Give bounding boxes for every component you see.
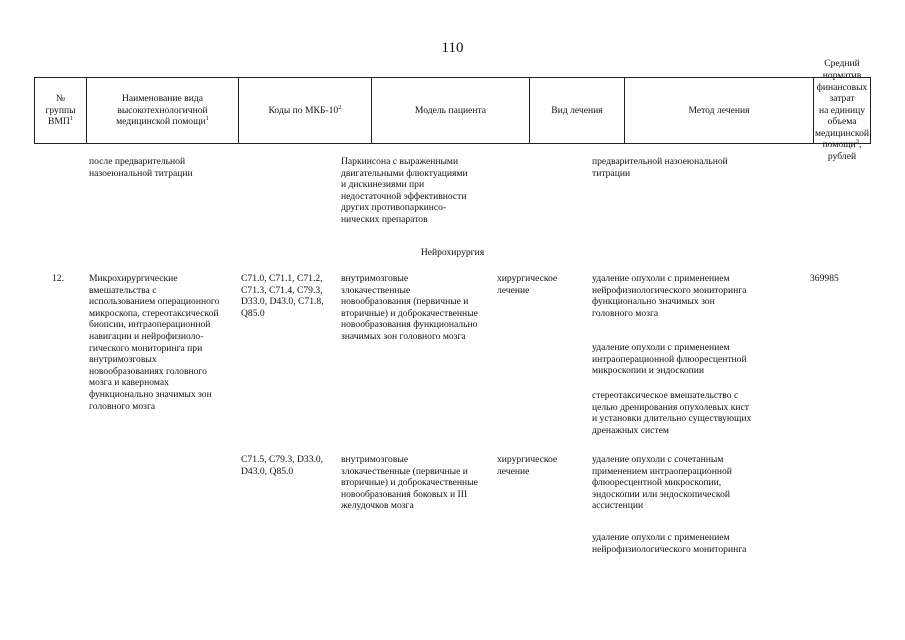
patient-model: внутримозговые злокачественные новообразования (первичные и вторичные) и доброкачественные новообразования функционально значимых зон головного мозга [341,273,478,342]
header-treatment-method [624,78,813,143]
treatment-type: хирургическое лечение [497,273,558,296]
header-cost-standard [813,58,871,163]
header-group-number-text: № группы ВМП [45,93,76,128]
header-patient-model-text: Модель пациента [414,104,487,116]
header-care-type-text: Наименование вида высокотехнологичной медицинской помощи [116,93,208,128]
icd-codes: C71.5, C79.3, D33.0, D43.0, Q85.0 [241,454,324,477]
treatment-method: удаление опухоли с сочетанным применением интраоперационной флюоресцентной микроскопии, эндоскопии или эндоскопической ассистенции [592,454,732,512]
header-group-number [34,78,86,143]
section-title: Нейрохирургия [420,247,485,258]
footnote-mark: 2 [338,103,342,111]
header-cost-text-b: , рублей [827,139,862,163]
treatment-method: стереотаксическое вмешательство с целью дренирования опухолевых кист и установки длительно существующих дренажных систем [592,390,752,436]
footnote-mark: 1 [69,115,74,123]
care-type-name: Микрохирургические вмешательства с использованием операционного микроскопа, стереотаксической биопсии, интраоперационной навигации и нейрофизиоло- гического мониторинга при внутримозговых новообразованиях головного мозга и каверномах функционально значимых зон головного мозга [89,273,220,412]
continuation-patient-model: Паркинсона с выраженными двигательными флюктуациями и дискинезиями при недостаточной эффективности других противопаркинсо- нических препаратов [341,156,468,225]
header-cost-text-a: Средний норматив финансовых затрат на единицу объема медицинской помощи [815,58,869,151]
header-icd-codes [238,78,371,143]
continuation-care-type: после предварительной назоеюнальной титрации [89,156,193,179]
treatment-type: хирургическое лечение [497,454,558,477]
treatment-method: удаление опухоли с применением нейрофизиологического мониторинга [592,532,747,555]
icd-codes: C71.0, C71.1, C71.2, C71.3, C71.4, C79.3, D33.0, D43.0, C71.8, Q85.0 [241,273,324,319]
header-patient-model [371,78,529,143]
header-treatment-type [529,78,624,143]
footnote-mark: 3 [855,138,859,146]
continuation-method: предварительной назоеюнальной титрации [592,156,728,179]
footnote-mark: 1 [205,115,209,123]
row-number: 12. [52,273,64,284]
cost-value: 369985 [810,273,839,284]
treatment-method: удаление опухоли с применением нейрофизиологического мониторинга функционально значимых зон головного мозга [592,273,747,319]
table-header [34,58,871,163]
header-treatment-method-text: Метод лечения [688,104,750,116]
patient-model: внутримозговые злокачественные (первичные и вторичные) и доброкачественные новообразования боковых и III желудочков мозга [341,454,478,512]
treatment-method: удаление опухоли с применением интраоперационной флюоресцентной микроскопии и эндоскопии [592,342,747,377]
header-icd-codes-text: Коды по МКБ-10 [268,104,339,116]
page-number: 110 [441,40,464,56]
header-treatment-type-text: Вид лечения [551,104,603,116]
header-care-type [86,78,238,143]
